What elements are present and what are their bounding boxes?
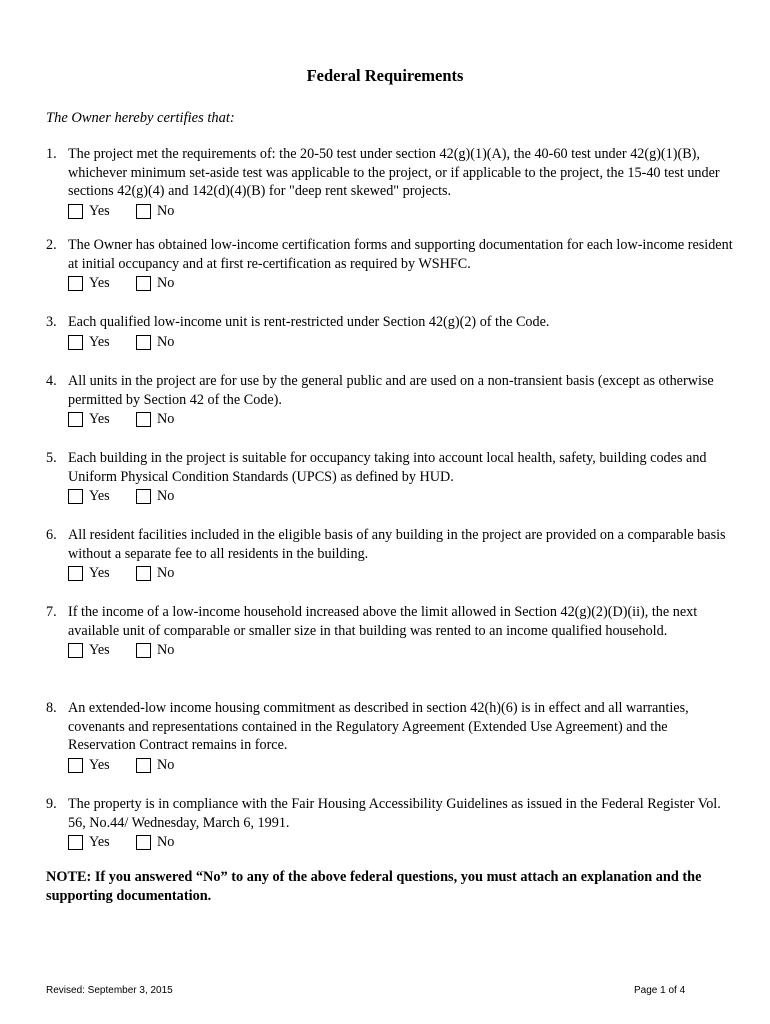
question-6 [46, 526, 736, 583]
question-number: 7. [46, 604, 57, 620]
yes-option[interactable] [68, 274, 110, 293]
yes-option[interactable] [68, 564, 110, 583]
yes-checkbox[interactable] [68, 489, 83, 504]
intro-text: The Owner hereby certifies that: [46, 110, 235, 126]
yes-label: Yes [89, 756, 110, 773]
page-title: Federal Requirements [306, 66, 464, 85]
no-option[interactable] [136, 410, 174, 429]
no-checkbox[interactable] [136, 412, 151, 427]
no-checkbox[interactable] [136, 335, 151, 350]
yes-option[interactable] [68, 333, 110, 352]
no-option[interactable] [136, 833, 174, 852]
question-text: The Owner has obtained low-income certification forms and supporting documentation for each low-income resident at initial occupancy and at first re-certification as required by WSHFC. [68, 237, 733, 272]
no-checkbox[interactable] [136, 489, 151, 504]
yes-label: Yes [89, 565, 110, 582]
no-label: No [157, 411, 175, 428]
no-label: No [157, 333, 175, 350]
question-number: 9. [46, 796, 57, 812]
yes-option[interactable] [68, 487, 110, 506]
no-label: No [157, 834, 175, 851]
answer-options [68, 202, 736, 221]
yes-checkbox[interactable] [68, 335, 83, 350]
no-label: No [157, 202, 175, 219]
yes-checkbox[interactable] [68, 276, 83, 291]
no-checkbox[interactable] [136, 835, 151, 850]
no-label: No [157, 488, 175, 505]
yes-option[interactable] [68, 410, 110, 429]
question-number: 2. [46, 237, 57, 253]
yes-option[interactable] [68, 202, 110, 221]
answer-options [68, 833, 736, 852]
yes-option[interactable] [68, 756, 110, 775]
no-option[interactable] [136, 333, 174, 352]
question-4 [46, 372, 736, 429]
no-label: No [157, 756, 175, 773]
question-2 [46, 236, 736, 293]
no-option[interactable] [136, 202, 174, 221]
yes-checkbox[interactable] [68, 835, 83, 850]
question-3 [46, 313, 736, 352]
no-checkbox[interactable] [136, 566, 151, 581]
question-text: An extended-low income housing commitment as described in section 42(h)(6) is in effect and all warranties, covenants and representations contained in the Regulatory Agreement (Extended Use Agreement) and the Reservation Contract remains in force. [68, 700, 689, 753]
yes-label: Yes [89, 202, 110, 219]
answer-options [68, 274, 736, 293]
note-text: NOTE: If you answered “No” to any of the above federal questions, you must attach an explanation and the supporting documentation. [46, 869, 702, 904]
question-number: 5. [46, 450, 57, 466]
question-text: Each building in the project is suitable for occupancy taking into account local health, safety, building codes and Uniform Physical Condition Standards (UPCS) as defined by HUD. [68, 450, 707, 485]
question-number: 3. [46, 314, 57, 330]
yes-label: Yes [89, 642, 110, 659]
no-checkbox[interactable] [136, 276, 151, 291]
no-option[interactable] [136, 487, 174, 506]
yes-label: Yes [89, 275, 110, 292]
yes-option[interactable] [68, 833, 110, 852]
question-7 [46, 603, 736, 660]
question-text: The project met the requirements of: the 20-50 test under section 42(g)(1)(A), the 40-60 test under 42(g)(1)(B), whichever minimum set-aside test was applicable to the project, or if applicable to the project, the 15-40 test under sections 42(g)(4) and 142(d)(4)(B) for "deep rent skewed" projects. [68, 146, 720, 199]
yes-checkbox[interactable] [68, 758, 83, 773]
question-text: All resident facilities included in the eligible basis of any building in the project are provided on a comparable basis without a separate fee to all residents in the building. [68, 527, 726, 562]
question-text: The property is in compliance with the Fair Housing Accessibility Guidelines as issued in the Federal Register Vol. 56, No.44/ Wednesday, March 6, 1991. [68, 796, 721, 831]
answer-options [68, 564, 736, 583]
question-number: 6. [46, 527, 57, 543]
question-number: 8. [46, 700, 57, 716]
question-number: 4. [46, 373, 57, 389]
no-option[interactable] [136, 756, 174, 775]
yes-option[interactable] [68, 641, 110, 660]
yes-checkbox[interactable] [68, 204, 83, 219]
yes-checkbox[interactable] [68, 412, 83, 427]
question-8 [46, 699, 736, 775]
question-text: Each qualified low-income unit is rent-restricted under Section 42(g)(2) of the Code. [68, 314, 550, 330]
yes-checkbox[interactable] [68, 643, 83, 658]
no-label: No [157, 565, 175, 582]
no-checkbox[interactable] [136, 204, 151, 219]
answer-options [68, 641, 736, 660]
question-5 [46, 449, 736, 506]
answer-options [68, 487, 736, 506]
question-9 [46, 795, 736, 852]
yes-label: Yes [89, 488, 110, 505]
no-option[interactable] [136, 564, 174, 583]
page-number: Page 1 of 4 [634, 985, 686, 996]
no-label: No [157, 642, 175, 659]
answer-options [68, 756, 736, 775]
yes-checkbox[interactable] [68, 566, 83, 581]
answer-options [68, 410, 736, 429]
no-option[interactable] [136, 641, 174, 660]
yes-label: Yes [89, 333, 110, 350]
answer-options [68, 333, 736, 352]
no-checkbox[interactable] [136, 643, 151, 658]
yes-label: Yes [89, 834, 110, 851]
question-text: All units in the project are for use by the general public and are used on a non-transient basis (except as otherwise permitted by Section 42 of the Code). [68, 373, 714, 408]
no-label: No [157, 275, 175, 292]
question-1 [46, 145, 736, 221]
question-number: 1. [46, 146, 57, 162]
question-text: If the income of a low-income household increased above the limit allowed in Section 42(g)(2)(D)(ii), the next available unit of comparable or smaller size in that building was rented to an income qualified household. [68, 604, 698, 639]
no-option[interactable] [136, 274, 174, 293]
yes-label: Yes [89, 411, 110, 428]
no-checkbox[interactable] [136, 758, 151, 773]
revision-date: Revised: September 3, 2015 [46, 985, 173, 996]
